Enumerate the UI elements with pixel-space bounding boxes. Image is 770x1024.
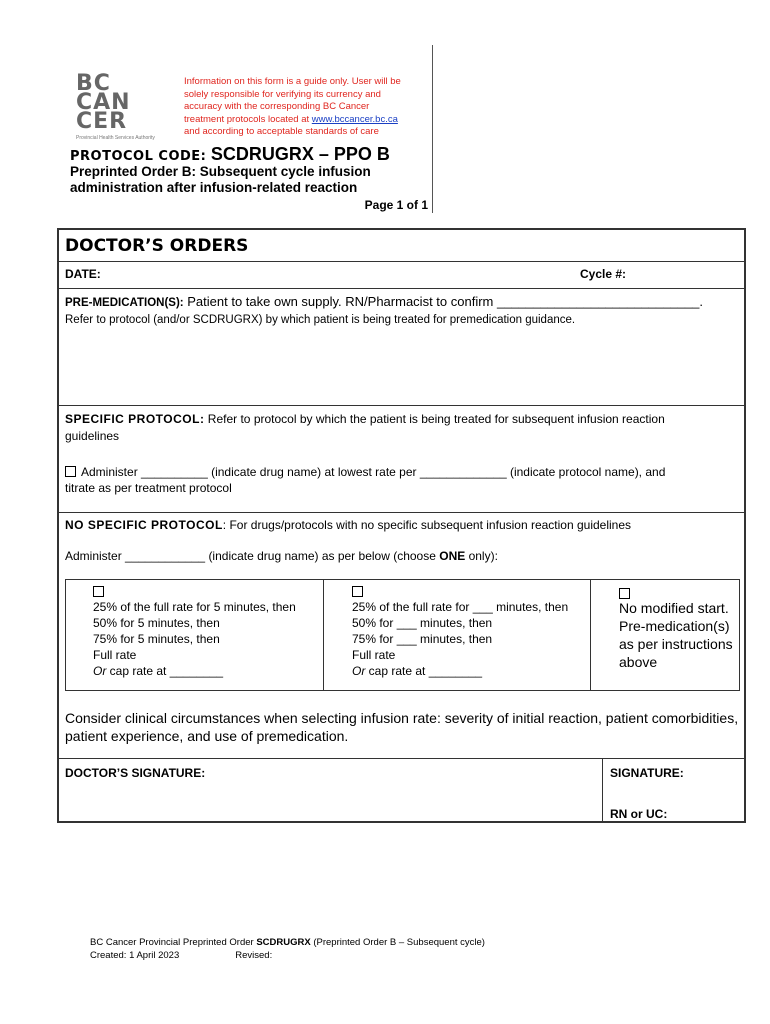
option-2 bbox=[352, 584, 568, 679]
option-2-line: 25% of the full rate for ___ minutes, then bbox=[352, 600, 569, 614]
option-2-line: 75% for ___ minutes, then bbox=[352, 632, 493, 646]
specific-protocol-text-cont: guidelines bbox=[65, 429, 120, 443]
option-3-checkbox[interactable] bbox=[619, 588, 630, 599]
administer-specific-row bbox=[65, 465, 665, 479]
option-2-cap-or: Or bbox=[352, 664, 366, 678]
premedication-note: Refer to protocol (and/or SCDRUGRX) by which patient is being treated for premedication guidance. bbox=[65, 314, 576, 326]
header-divider bbox=[432, 45, 433, 213]
no-specific-protocol-label: NO SPECIFIC PROTOCOL bbox=[65, 518, 223, 532]
divider bbox=[57, 288, 746, 289]
logo-subtext: Provincial Health Services Authority bbox=[76, 135, 155, 141]
disclaimer bbox=[184, 76, 424, 139]
footer-created: Created: 1 April 2023 bbox=[90, 950, 180, 961]
disclaimer-text: treatment protocols located at bbox=[184, 113, 310, 125]
doctors-orders-title: DOCTOR’S ORDERS bbox=[65, 236, 249, 256]
option-3-line: No modified start. bbox=[619, 600, 729, 616]
option-3-line: Pre-medication(s) bbox=[619, 618, 730, 634]
option-1-checkbox[interactable] bbox=[93, 586, 104, 597]
protocol-subtitle bbox=[70, 164, 430, 196]
disclaimer-line: Information on this form is a guide only. User will be bbox=[184, 76, 401, 87]
premedication-text: Patient to take own supply. RN/Pharmacist to confirm ____________________________. bbox=[187, 294, 704, 309]
option-3-line: above bbox=[619, 654, 658, 670]
subtitle-line: administration after infusion-related reaction bbox=[70, 180, 358, 195]
administer-specific-text-cont: titrate as per treatment protocol bbox=[65, 481, 232, 495]
protocol-code-value: SCDRUGRX – PPO B bbox=[210, 144, 390, 164]
signature-divider bbox=[602, 758, 603, 823]
option-2-cap-text: cap rate at ________ bbox=[365, 664, 483, 678]
protocol-code bbox=[70, 144, 390, 165]
no-specific-protocol-row bbox=[65, 518, 631, 532]
logo-line-2: CAN bbox=[76, 90, 131, 115]
option-1-line: Full rate bbox=[93, 648, 137, 662]
logo-line-3: CER bbox=[76, 109, 128, 134]
bccancer-link[interactable]: www.bccancer.bc.ca bbox=[311, 113, 398, 125]
column-divider bbox=[590, 579, 591, 691]
option-1-cap-text: cap rate at ________ bbox=[106, 664, 224, 678]
specific-protocol-label: SPECIFIC PROTOCOL: bbox=[65, 412, 205, 426]
page-number: Page 1 of 1 bbox=[364, 198, 428, 212]
footer-text: (Preprinted Order B – Subsequent cycle) bbox=[310, 937, 485, 948]
footer-code: SCDRUGRX bbox=[256, 937, 311, 948]
option-1-line: 25% of the full rate for 5 minutes, then bbox=[93, 600, 296, 614]
option-3 bbox=[619, 584, 733, 671]
footer bbox=[90, 936, 485, 962]
option-1-line: 50% for 5 minutes, then bbox=[93, 616, 220, 630]
disclaimer-line: accuracy with the corresponding BC Cancer bbox=[184, 101, 370, 112]
date-label: DATE: bbox=[65, 267, 101, 281]
option-2-line: 50% for ___ minutes, then bbox=[352, 616, 493, 630]
column-divider bbox=[323, 579, 324, 691]
cycle-label: Cycle #: bbox=[580, 267, 627, 281]
rn-uc-label: RN or UC: bbox=[610, 807, 668, 821]
specific-protocol-text: Refer to protocol by which the patient is being treated for subsequent infusion reaction bbox=[207, 412, 665, 426]
logo-line-1: BC bbox=[76, 71, 111, 96]
protocol-code-label: PROTOCOL CODE: bbox=[70, 149, 207, 164]
administer-specific-text: Administer __________ (indicate drug name) at lowest rate per _____________ (indicate protocol name), and bbox=[81, 465, 666, 479]
consider-line: patient experience, and use of premedication. bbox=[65, 728, 349, 744]
option-2-line: Full rate bbox=[352, 648, 396, 662]
disclaimer-line: solely responsible for verifying its currency and bbox=[184, 88, 381, 100]
doctor-signature-label: DOCTOR’S SIGNATURE: bbox=[65, 766, 206, 780]
footer-line bbox=[90, 936, 485, 949]
specific-protocol-row bbox=[65, 412, 665, 426]
footer-text: BC Cancer Provincial Preprinted Order bbox=[90, 937, 257, 948]
divider bbox=[57, 261, 746, 262]
signature-label: SIGNATURE: bbox=[610, 766, 684, 780]
consider-line: Consider clinical circumstances when selecting infusion rate: severity of initial reaction, patient comorbidities, bbox=[65, 710, 739, 726]
divider bbox=[57, 758, 746, 759]
divider bbox=[57, 405, 746, 406]
option-2-checkbox[interactable] bbox=[352, 586, 363, 597]
footer-revised: Revised: bbox=[235, 950, 273, 961]
premedication-label: PRE-MEDICATION(S): bbox=[65, 297, 184, 309]
subtitle-line: Preprinted Order B: Subsequent cycle infusion bbox=[70, 164, 371, 179]
premedication-row bbox=[65, 294, 703, 309]
option-1 bbox=[93, 584, 296, 679]
option-1-cap-or: Or bbox=[93, 664, 107, 678]
divider bbox=[57, 512, 746, 513]
administer-choose-text: Administer ____________ (indicate drug name) as per below (choose bbox=[65, 549, 440, 563]
administer-checkbox[interactable] bbox=[65, 466, 76, 477]
administer-choose-row bbox=[65, 549, 498, 563]
administer-choose-bold: ONE bbox=[439, 549, 466, 563]
bc-cancer-logo bbox=[76, 71, 176, 141]
administer-choose-text: only): bbox=[465, 549, 498, 563]
option-1-line: 75% for 5 minutes, then bbox=[93, 632, 220, 646]
disclaimer-line: and according to acceptable standards of care bbox=[184, 126, 379, 137]
disclaimer-line bbox=[184, 114, 424, 127]
consider-note bbox=[65, 709, 745, 745]
option-3-line: as per instructions bbox=[619, 636, 733, 652]
footer-line bbox=[90, 949, 485, 962]
option-2-cap bbox=[352, 663, 568, 679]
option-1-cap bbox=[93, 663, 296, 679]
no-specific-protocol-text: : For drugs/protocols with no specific subsequent infusion reaction guidelines bbox=[222, 518, 632, 532]
